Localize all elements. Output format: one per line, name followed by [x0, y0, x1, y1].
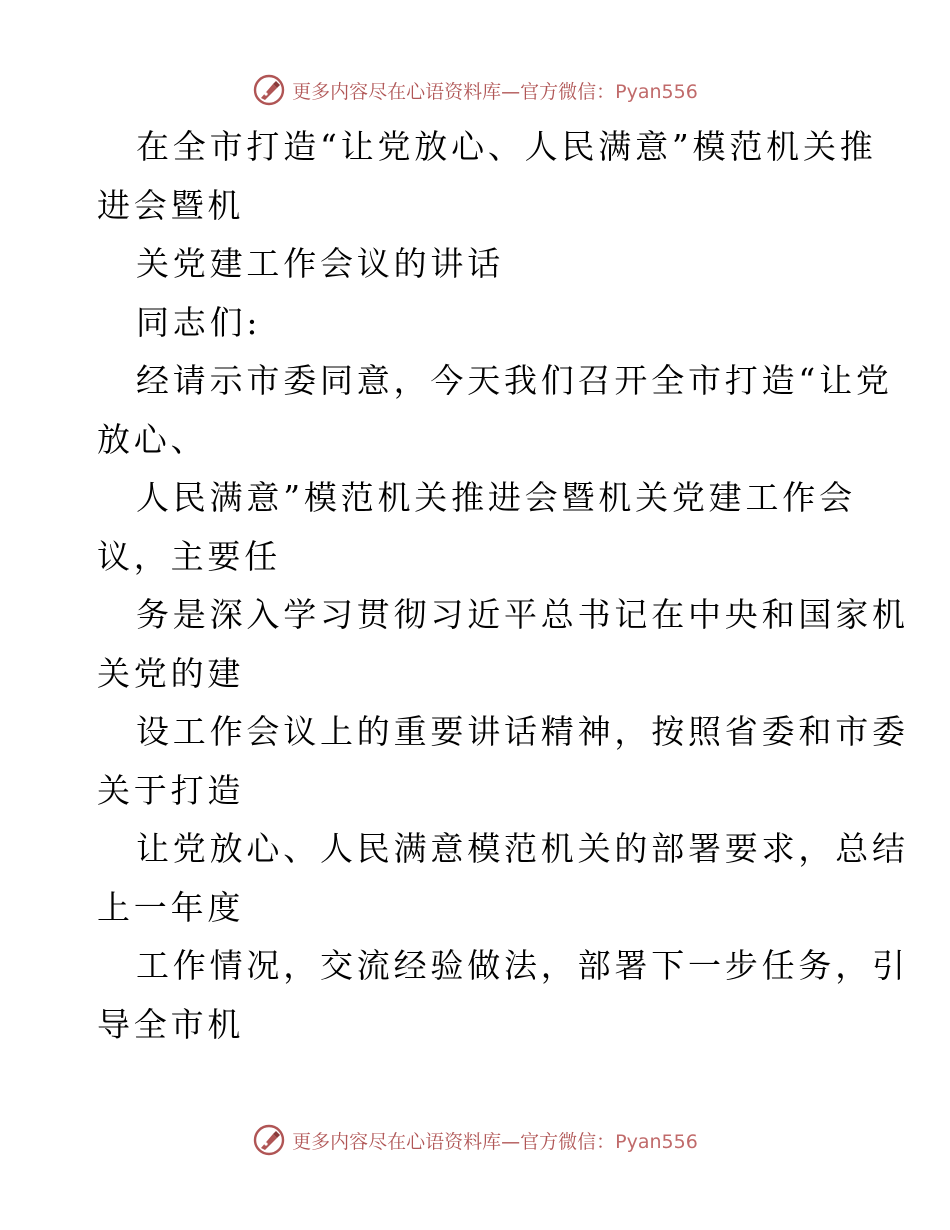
text-line: 同志们: — [136, 302, 262, 342]
footer-watermark — [0, 1120, 950, 1160]
watermark-wechat-id: Pyan556 — [615, 1130, 698, 1153]
text-line: 人民满意”模范机关推进会暨机关党建工作会 — [136, 478, 856, 517]
text-line: 导全市机 — [97, 1004, 245, 1044]
text-line: 放心、 — [97, 419, 208, 459]
text-line: 务是深入学习贯彻习近平总书记在中央和国家机 — [136, 595, 909, 634]
text-line: 在全市打造“让党放心、人民满意”模范机关推 — [136, 127, 877, 166]
text-line: 经请示市委同意，今天我们召开全市打造“让党 — [136, 361, 893, 400]
text-line: 工作情况，交流经验做法，部署下一步任务，引 — [136, 946, 909, 985]
text-line: 让党放心、人民满意模范机关的部署要求，总结 — [136, 829, 909, 868]
document-body — [97, 118, 909, 1054]
text-line: 设工作会议上的重要讲话精神，按照省委和市委 — [136, 712, 909, 751]
text-line: 关党的建 — [97, 653, 245, 693]
text-line: 上一年度 — [97, 887, 245, 927]
fountain-pen-logo-icon — [252, 73, 286, 107]
text-line: 议，主要任 — [97, 536, 281, 576]
text-line: 关于打造 — [97, 770, 245, 810]
text-line: 进会暨机 — [97, 185, 245, 225]
watermark-text: 更多内容尽在心语资料库—官方微信：Pyan556 — [292, 1130, 698, 1153]
watermark-text: 更多内容尽在心语资料库—官方微信：Pyan556 — [292, 80, 698, 103]
text-line: 关党建工作会议的讲话 — [136, 244, 504, 283]
header-watermark — [0, 70, 950, 110]
fountain-pen-logo-icon — [252, 1123, 286, 1157]
watermark-wechat-id: Pyan556 — [615, 80, 698, 103]
